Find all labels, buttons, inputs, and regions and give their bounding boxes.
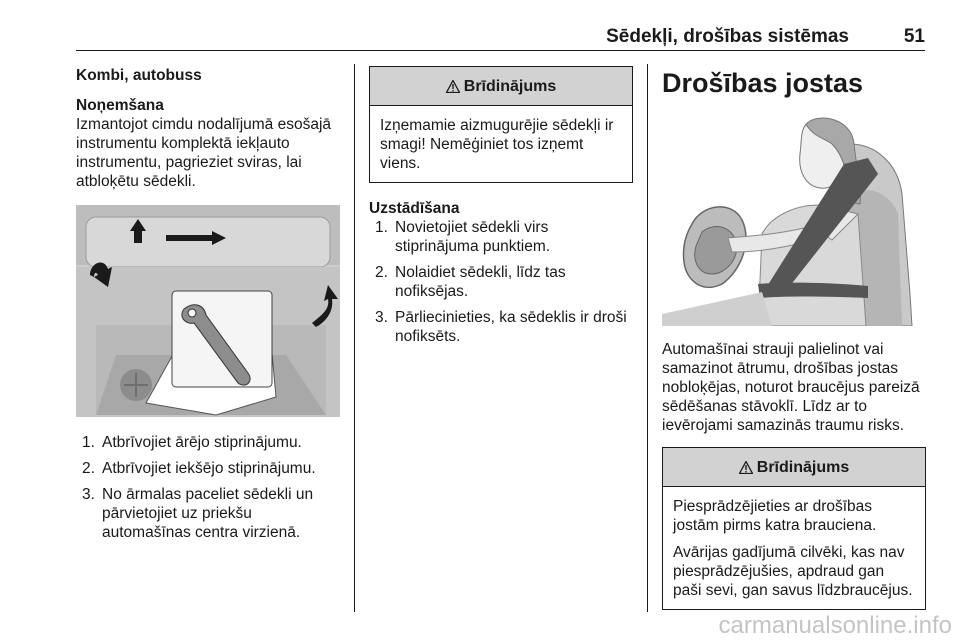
section-heading-seatbelts: Drošības jostas [662, 68, 864, 98]
middle-column [369, 66, 633, 353]
warning-body [370, 106, 632, 182]
warning-text: Izņemamie aizmugurējie sēdekļi ir smagi! Nemēģiniet tos izņemt viens. [380, 117, 614, 172]
page-header [76, 26, 925, 51]
warning-title: Brīdinājums [756, 458, 850, 476]
seat-lever-figure [76, 205, 340, 417]
warning-text-1: Piesprādzējieties ar drošības jostām pirms katra brauciena. [673, 498, 877, 534]
installation-steps [369, 218, 633, 346]
seat-lever-illustration [76, 205, 340, 417]
warning-body [663, 487, 925, 609]
seatbelt-figure [662, 114, 926, 326]
warning-header [370, 67, 632, 106]
removal-steps [76, 433, 342, 542]
right-column [662, 66, 926, 610]
column-divider-left [354, 64, 355, 612]
page-number: 51 [903, 26, 925, 47]
warning-text-2: Avārijas gadījumā cilvēki, kas nav piesprādzējušies, apdraud gan paši sevi, gan savus līdzbraucējus. [673, 544, 913, 599]
warning-box-seat [369, 66, 633, 183]
list-item: 1. Atbrīvojiet ārējo stiprinājumu. [82, 434, 302, 451]
seatbelt-paragraph: Automašīnai strauji palielinot vai samazinot ātrumu, drošības jostas nobloķējas, noturot braucējus pareizā sēdēšanas stāvoklī. Līdz ar to ievērojami samazinās traumu risks. [662, 341, 920, 434]
header-title: Sēdekļi, drošības sistēmas [606, 26, 849, 47]
warning-box-seatbelt [662, 447, 926, 610]
list-item: 3. No ārmalas paceliet sēdekli un pārvietojiet uz priekšu automašīnas centra virzienā. [82, 486, 314, 541]
subheading-installation: Uzstādīšana [369, 200, 460, 217]
subheading-removal: Noņemšana [76, 97, 164, 114]
list-item: 2. Atbrīvojiet iekšējo stiprinājumu. [82, 460, 316, 477]
warning-title: Brīdinājums [463, 77, 557, 95]
left-column [76, 66, 342, 549]
column-divider-right [647, 64, 648, 612]
seatbelt-illustration [662, 114, 926, 326]
list-item: 2. Nolaidiet sēdekli, līdz tas nofiksējas. [375, 264, 566, 300]
list-item: 1. Novietojiet sēdekli virs stiprinājuma punktiem. [375, 219, 551, 255]
warning-header [663, 448, 925, 487]
warning-triangle-icon [739, 461, 753, 474]
section-heading-kombi: Kombi, autobuss [76, 67, 202, 84]
list-item: 3. Pārliecinieties, ka sēdeklis ir droši nofiksēts. [375, 309, 627, 345]
watermark: carmanualsonline.info [718, 612, 952, 639]
removal-intro: Izmantojot cimdu nodalījumā esošajā instrumentu komplektā iekļauto instrumentu, pagrieziet sviras, lai atbloķētu sēdekli. [76, 116, 332, 190]
warning-triangle-icon [446, 80, 460, 93]
